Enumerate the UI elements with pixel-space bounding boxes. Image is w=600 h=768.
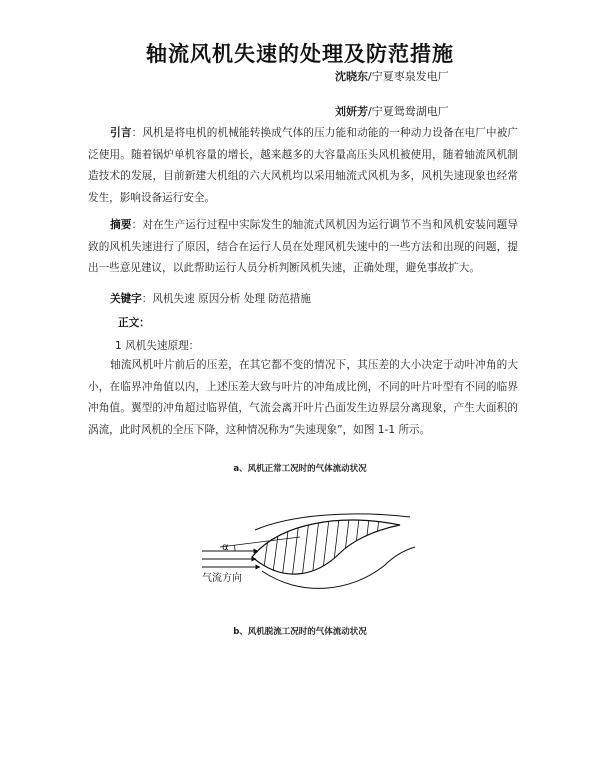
body-heading: 正文： (118, 317, 150, 329)
intro-paragraph (88, 123, 518, 209)
abstract-text: ：对在生产运行过程中实际发生的轴流式风机因为运行调节不当和风机安装问题导致的风机失速进行了原因，结合在运行人员在处理风机失速中的一些方法和出现的问题，提出一些意见建议，以此帮助运行人员分析判断风机失速，正确处理，避免事故扩大。 (88, 219, 519, 274)
abstract-label: 摘要 (110, 219, 132, 231)
figure-caption-a: a、风机正常工况时的气体流动状况 (233, 464, 367, 474)
section-1-heading: 1 风机失速原理： (115, 340, 200, 352)
angle-arc (234, 545, 235, 551)
stall-airflow-figure (200, 505, 420, 600)
intro-text: ：风机是将电机的机械能转换成气体的压力能和动能的一种动力设备在电厂中被广泛使用。随着锅炉单机容量的增长，越来越多的大容量高压头风机被使用，随着轴流风机制造技术的发展，目前新建大机组的六大风机均以采用轴流式风机为多，风机失速现象也经常发生，影响设备运行安全。 (88, 127, 519, 204)
author-name: 刘妍芳 (335, 105, 368, 118)
author-line-2 (335, 103, 449, 119)
author-affiliation: /宁夏枣泉发电厂 (368, 70, 449, 83)
article-title: 轴流风机失速的处理及防范措施 (146, 42, 454, 66)
keywords-line (110, 291, 311, 306)
section-1-paragraph (88, 355, 518, 441)
angle-label: α (222, 542, 229, 553)
keywords-label: 关键字 (110, 293, 142, 305)
airflow-direction-label: 气流方向 (202, 573, 242, 584)
keywords-text: ：风机失速 原因分析 处理 防范措施 (141, 293, 311, 305)
section-1-text: 轴流风机叶片前后的压差，在其它都不变的情况下，其压差的大小决定于动叶冲角的大小，在临界冲角值以内，上述压差大致与叶片的冲角成比例，不同的叶片叶型有不同的临界冲角值。翼型的冲角超过临界值，气流会离开叶片凸面发生边界层分离现象，产生大面积的涡流，此时风机的全压下降，这种情况称为“失速现象”，如图 1-1 所示。 (88, 359, 518, 436)
author-line-1 (335, 68, 449, 84)
author-name: 沈晓东 (335, 70, 368, 83)
figure-caption-b: b、风机脱流工况时的气体流动状况 (233, 627, 367, 637)
author-affiliation: /宁夏鸳鸯湖电厂 (368, 105, 449, 118)
abstract-paragraph (88, 215, 518, 280)
intro-label: 引言 (110, 127, 132, 139)
